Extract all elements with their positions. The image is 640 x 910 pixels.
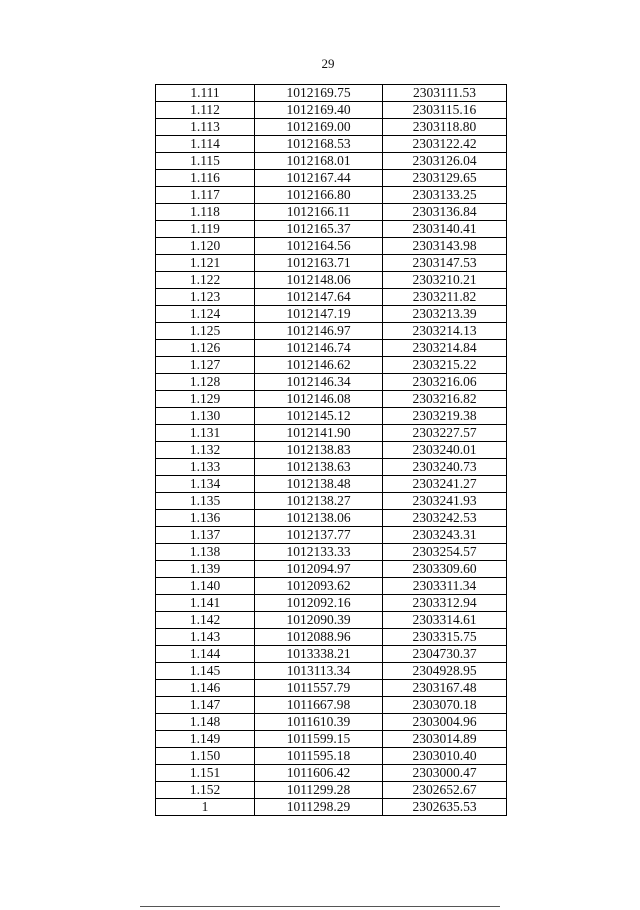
point-number-cell: 1.135	[156, 493, 255, 510]
y-coordinate-cell: 2303314.61	[383, 612, 507, 629]
y-coordinate-cell: 2303214.13	[383, 323, 507, 340]
x-coordinate-cell: 1011667.98	[255, 697, 383, 714]
point-number-cell: 1.134	[156, 476, 255, 493]
table-row	[156, 204, 507, 221]
point-number-cell: 1.138	[156, 544, 255, 561]
x-coordinate-cell: 1011610.39	[255, 714, 383, 731]
x-coordinate-cell: 1012167.44	[255, 170, 383, 187]
y-coordinate-cell: 2303227.57	[383, 425, 507, 442]
table-row	[156, 119, 507, 136]
x-coordinate-cell: 1012166.80	[255, 187, 383, 204]
x-coordinate-cell: 1011595.18	[255, 748, 383, 765]
y-coordinate-cell: 2303111.53	[383, 85, 507, 102]
y-coordinate-cell: 2303122.42	[383, 136, 507, 153]
x-coordinate-cell: 1012141.90	[255, 425, 383, 442]
table-row	[156, 408, 507, 425]
point-number-cell: 1	[156, 799, 255, 816]
point-number-cell: 1.132	[156, 442, 255, 459]
table-row	[156, 527, 507, 544]
point-number-cell: 1.128	[156, 374, 255, 391]
table-row	[156, 680, 507, 697]
x-coordinate-cell: 1012146.34	[255, 374, 383, 391]
y-coordinate-cell: 2303210.21	[383, 272, 507, 289]
x-coordinate-cell: 1012168.01	[255, 153, 383, 170]
table-row	[156, 272, 507, 289]
y-coordinate-cell: 2303241.27	[383, 476, 507, 493]
y-coordinate-cell: 2303136.84	[383, 204, 507, 221]
point-number-cell: 1.145	[156, 663, 255, 680]
table-row	[156, 629, 507, 646]
table-row	[156, 748, 507, 765]
point-number-cell: 1.149	[156, 731, 255, 748]
table-row	[156, 765, 507, 782]
table-row	[156, 459, 507, 476]
y-coordinate-cell: 2303004.96	[383, 714, 507, 731]
coordinates-table-body	[156, 85, 507, 816]
x-coordinate-cell: 1012168.53	[255, 136, 383, 153]
table-row	[156, 578, 507, 595]
point-number-cell: 1.144	[156, 646, 255, 663]
y-coordinate-cell: 2303140.41	[383, 221, 507, 238]
table-row	[156, 425, 507, 442]
table-row	[156, 289, 507, 306]
table-row	[156, 476, 507, 493]
table-row	[156, 391, 507, 408]
y-coordinate-cell: 2303129.65	[383, 170, 507, 187]
table-row	[156, 357, 507, 374]
y-coordinate-cell: 2303214.84	[383, 340, 507, 357]
table-row	[156, 255, 507, 272]
y-coordinate-cell: 2303312.94	[383, 595, 507, 612]
y-coordinate-cell: 2302635.53	[383, 799, 507, 816]
y-coordinate-cell: 2304730.37	[383, 646, 507, 663]
x-coordinate-cell: 1012137.77	[255, 527, 383, 544]
point-number-cell: 1.147	[156, 697, 255, 714]
x-coordinate-cell: 1013113.34	[255, 663, 383, 680]
point-number-cell: 1.120	[156, 238, 255, 255]
x-coordinate-cell: 1012138.83	[255, 442, 383, 459]
y-coordinate-cell: 2303118.80	[383, 119, 507, 136]
y-coordinate-cell: 2303254.57	[383, 544, 507, 561]
y-coordinate-cell: 2303241.93	[383, 493, 507, 510]
x-coordinate-cell: 1012169.00	[255, 119, 383, 136]
x-coordinate-cell: 1012147.64	[255, 289, 383, 306]
y-coordinate-cell: 2303014.89	[383, 731, 507, 748]
point-number-cell: 1.130	[156, 408, 255, 425]
y-coordinate-cell: 2303216.82	[383, 391, 507, 408]
x-coordinate-cell: 1012090.39	[255, 612, 383, 629]
point-number-cell: 1.141	[156, 595, 255, 612]
point-number-cell: 1.122	[156, 272, 255, 289]
x-coordinate-cell: 1012146.08	[255, 391, 383, 408]
point-number-cell: 1.146	[156, 680, 255, 697]
x-coordinate-cell: 1012146.97	[255, 323, 383, 340]
x-coordinate-cell: 1012169.75	[255, 85, 383, 102]
table-row	[156, 170, 507, 187]
x-coordinate-cell: 1012138.63	[255, 459, 383, 476]
y-coordinate-cell: 2303126.04	[383, 153, 507, 170]
x-coordinate-cell: 1012138.27	[255, 493, 383, 510]
table-row	[156, 238, 507, 255]
x-coordinate-cell: 1012164.56	[255, 238, 383, 255]
point-number-cell: 1.140	[156, 578, 255, 595]
point-number-cell: 1.117	[156, 187, 255, 204]
y-coordinate-cell: 2303115.16	[383, 102, 507, 119]
y-coordinate-cell: 2303211.82	[383, 289, 507, 306]
point-number-cell: 1.139	[156, 561, 255, 578]
point-number-cell: 1.124	[156, 306, 255, 323]
point-number-cell: 1.133	[156, 459, 255, 476]
x-coordinate-cell: 1012094.97	[255, 561, 383, 578]
point-number-cell: 1.115	[156, 153, 255, 170]
point-number-cell: 1.123	[156, 289, 255, 306]
y-coordinate-cell: 2303133.25	[383, 187, 507, 204]
page-number: 29	[321, 56, 335, 71]
x-coordinate-cell: 1012146.74	[255, 340, 383, 357]
table-row	[156, 663, 507, 680]
point-number-cell: 1.148	[156, 714, 255, 731]
y-coordinate-cell: 2303216.06	[383, 374, 507, 391]
table-row	[156, 153, 507, 170]
table-row	[156, 187, 507, 204]
y-coordinate-cell: 2303070.18	[383, 697, 507, 714]
x-coordinate-cell: 1011298.29	[255, 799, 383, 816]
table-row	[156, 442, 507, 459]
x-coordinate-cell: 1011557.79	[255, 680, 383, 697]
y-coordinate-cell: 2303309.60	[383, 561, 507, 578]
y-coordinate-cell: 2303215.22	[383, 357, 507, 374]
x-coordinate-cell: 1013338.21	[255, 646, 383, 663]
point-number-cell: 1.150	[156, 748, 255, 765]
table-row	[156, 493, 507, 510]
table-row	[156, 85, 507, 102]
point-number-cell: 1.151	[156, 765, 255, 782]
y-coordinate-cell: 2303240.01	[383, 442, 507, 459]
table-row	[156, 221, 507, 238]
x-coordinate-cell: 1012138.48	[255, 476, 383, 493]
point-number-cell: 1.114	[156, 136, 255, 153]
x-coordinate-cell: 1012146.62	[255, 357, 383, 374]
coordinates-table	[155, 84, 507, 816]
y-coordinate-cell: 2303219.38	[383, 408, 507, 425]
point-number-cell: 1.152	[156, 782, 255, 799]
x-coordinate-cell: 1011299.28	[255, 782, 383, 799]
table-row	[156, 782, 507, 799]
y-coordinate-cell: 2303243.31	[383, 527, 507, 544]
table-row	[156, 646, 507, 663]
x-coordinate-cell: 1012148.06	[255, 272, 383, 289]
y-coordinate-cell: 2303167.48	[383, 680, 507, 697]
x-coordinate-cell: 1012163.71	[255, 255, 383, 272]
point-number-cell: 1.116	[156, 170, 255, 187]
point-number-cell: 1.143	[156, 629, 255, 646]
point-number-cell: 1.111	[156, 85, 255, 102]
point-number-cell: 1.131	[156, 425, 255, 442]
y-coordinate-cell: 2303010.40	[383, 748, 507, 765]
table-row	[156, 323, 507, 340]
table-row	[156, 136, 507, 153]
table-row	[156, 714, 507, 731]
y-coordinate-cell: 2303315.75	[383, 629, 507, 646]
x-coordinate-cell: 1012092.16	[255, 595, 383, 612]
x-coordinate-cell: 1011606.42	[255, 765, 383, 782]
y-coordinate-cell: 2303147.53	[383, 255, 507, 272]
x-coordinate-cell: 1012088.96	[255, 629, 383, 646]
table-row	[156, 306, 507, 323]
table-row	[156, 561, 507, 578]
y-coordinate-cell: 2303242.53	[383, 510, 507, 527]
table-row	[156, 799, 507, 816]
point-number-cell: 1.118	[156, 204, 255, 221]
y-coordinate-cell: 2303213.39	[383, 306, 507, 323]
x-coordinate-cell: 1011599.15	[255, 731, 383, 748]
table-row	[156, 510, 507, 527]
x-coordinate-cell: 1012093.62	[255, 578, 383, 595]
table-row	[156, 731, 507, 748]
y-coordinate-cell: 2304928.95	[383, 663, 507, 680]
point-number-cell: 1.125	[156, 323, 255, 340]
point-number-cell: 1.113	[156, 119, 255, 136]
table-row	[156, 697, 507, 714]
table-row	[156, 612, 507, 629]
table-row	[156, 374, 507, 391]
table-row	[156, 544, 507, 561]
y-coordinate-cell: 2303143.98	[383, 238, 507, 255]
point-number-cell: 1.121	[156, 255, 255, 272]
point-number-cell: 1.142	[156, 612, 255, 629]
x-coordinate-cell: 1012169.40	[255, 102, 383, 119]
point-number-cell: 1.127	[156, 357, 255, 374]
x-coordinate-cell: 1012133.33	[255, 544, 383, 561]
y-coordinate-cell: 2302652.67	[383, 782, 507, 799]
x-coordinate-cell: 1012147.19	[255, 306, 383, 323]
table-row	[156, 340, 507, 357]
x-coordinate-cell: 1012165.37	[255, 221, 383, 238]
y-coordinate-cell: 2303000.47	[383, 765, 507, 782]
point-number-cell: 1.136	[156, 510, 255, 527]
x-coordinate-cell: 1012166.11	[255, 204, 383, 221]
x-coordinate-cell: 1012138.06	[255, 510, 383, 527]
point-number-cell: 1.126	[156, 340, 255, 357]
point-number-cell: 1.112	[156, 102, 255, 119]
y-coordinate-cell: 2303311.34	[383, 578, 507, 595]
x-coordinate-cell: 1012145.12	[255, 408, 383, 425]
table-row	[156, 595, 507, 612]
point-number-cell: 1.129	[156, 391, 255, 408]
y-coordinate-cell: 2303240.73	[383, 459, 507, 476]
table-row	[156, 102, 507, 119]
bottom-rule	[140, 906, 500, 907]
point-number-cell: 1.137	[156, 527, 255, 544]
point-number-cell: 1.119	[156, 221, 255, 238]
